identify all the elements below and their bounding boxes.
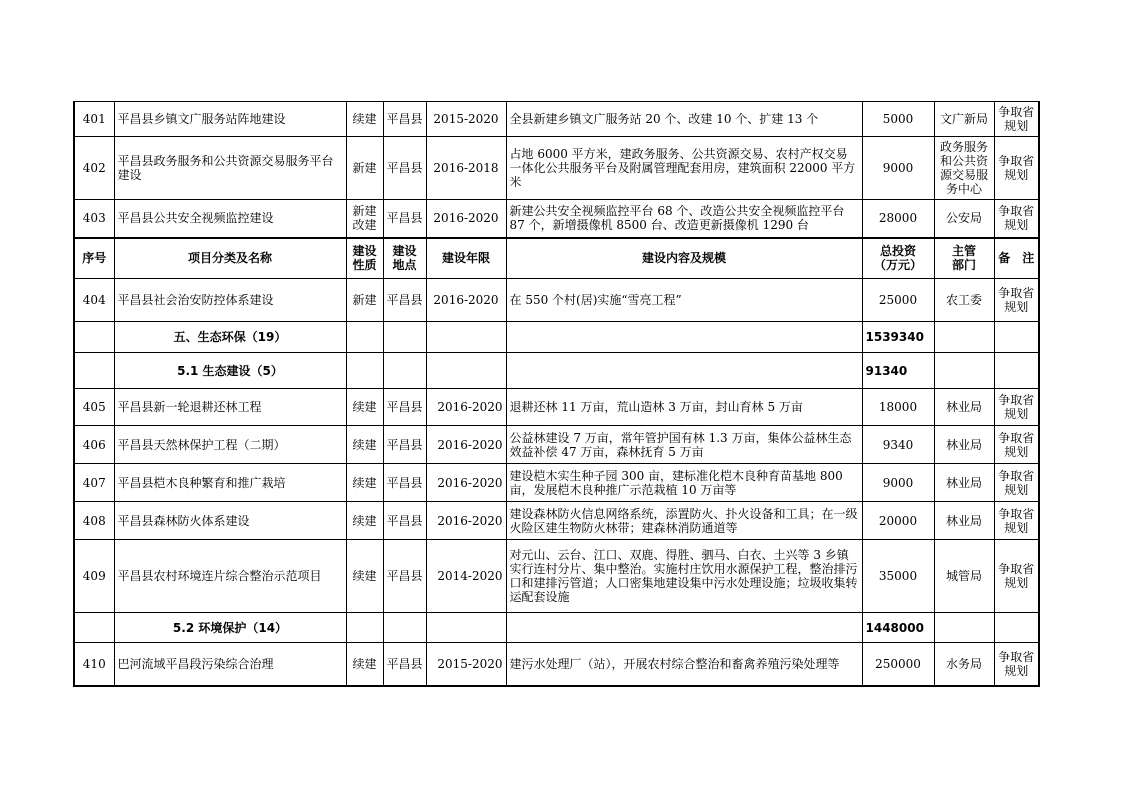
row-investment: 20000 (862, 502, 934, 540)
row-no: 407 (74, 464, 114, 502)
row-no: 403 (74, 200, 114, 238)
table-row (74, 102, 1039, 137)
row-period: 2016-2020 (426, 426, 506, 464)
row-remark: 争取省规划 (994, 643, 1039, 686)
header-nature: 建设 性质 (346, 238, 383, 279)
row-period: 2014-2020 (426, 540, 506, 613)
row-name: 平昌县森林防火体系建设 (114, 502, 346, 540)
row-dept: 城管局 (934, 540, 994, 613)
row-dept: 农工委 (934, 279, 994, 322)
row-remark: 争取省规划 (994, 389, 1039, 426)
row-location: 平昌县 (383, 200, 426, 238)
row-remark: 争取省规划 (994, 540, 1039, 613)
header-location: 建设 地点 (383, 238, 426, 279)
row-location: 平昌县 (383, 389, 426, 426)
row-location: 平昌县 (383, 464, 426, 502)
row-nature: 续建 (346, 389, 383, 426)
row-remark: 争取省规划 (994, 102, 1039, 137)
row-nature: 续建 (346, 464, 383, 502)
table-row (74, 464, 1039, 502)
row-content: 建设桤木实生种子园 300 亩，建标准化桤木良种育苗基地 800 亩，发展桤木良种推广示范栽植 10 万亩等 (506, 464, 862, 502)
row-dept: 公安局 (934, 200, 994, 238)
row-nature: 新建 改建 (346, 200, 383, 238)
row-dept: 文广新局 (934, 102, 994, 137)
section-row (74, 353, 1039, 389)
row-dept: 林业局 (934, 502, 994, 540)
section-investment: 91340 (862, 353, 934, 389)
row-no: 410 (74, 643, 114, 686)
row-dept: 政务服务和公共资源交易服务中心 (934, 137, 994, 200)
table-row (74, 137, 1039, 200)
table-row (74, 502, 1039, 540)
row-nature: 新建 (346, 279, 383, 322)
row-location: 平昌县 (383, 643, 426, 686)
header-remark: 备 注 (994, 238, 1039, 279)
header-period: 建设年限 (426, 238, 506, 279)
header-investment: 总投资 （万元） (862, 238, 934, 279)
section-row (74, 322, 1039, 353)
project-table (73, 101, 1040, 687)
row-remark: 争取省规划 (994, 426, 1039, 464)
header-name: 项目分类及名称 (114, 238, 346, 279)
row-dept: 林业局 (934, 389, 994, 426)
header-content: 建设内容及规模 (506, 238, 862, 279)
section-title: 5.1 生态建设（5） (114, 353, 346, 389)
row-no: 408 (74, 502, 114, 540)
table-row (74, 200, 1039, 238)
row-period: 2016-2020 (426, 464, 506, 502)
row-location: 平昌县 (383, 426, 426, 464)
row-content: 建污水处理厂（站），开展农村综合整治和畜禽养殖污染处理等 (506, 643, 862, 686)
row-content: 在 550 个村(居)实施“雪亮工程” (506, 279, 862, 322)
row-investment: 250000 (862, 643, 934, 686)
row-content: 公益林建设 7 万亩，常年管护国有林 1.3 万亩，集体公益林生态效益补偿 47 万亩，森林抚育 5 万亩 (506, 426, 862, 464)
row-location: 平昌县 (383, 540, 426, 613)
header-no: 序号 (74, 238, 114, 279)
section-investment: 1539340 (862, 322, 934, 353)
row-content: 退耕还林 11 万亩，荒山造林 3 万亩，封山育林 5 万亩 (506, 389, 862, 426)
row-period: 2016-2018 (426, 137, 506, 200)
row-no: 406 (74, 426, 114, 464)
row-content: 占地 6000 平方米，建政务服务、公共资源交易、农村产权交易一体化公共服务平台及附属管理配套用房，建筑面积 22000 平方米 (506, 137, 862, 200)
row-nature: 续建 (346, 502, 383, 540)
row-investment: 18000 (862, 389, 934, 426)
row-location: 平昌县 (383, 137, 426, 200)
section-title: 5.2 环境保护（14） (114, 613, 346, 643)
row-no: 405 (74, 389, 114, 426)
row-dept: 林业局 (934, 426, 994, 464)
table-header (74, 238, 1039, 279)
table-row (74, 389, 1039, 426)
row-investment: 25000 (862, 279, 934, 322)
row-investment: 9000 (862, 464, 934, 502)
row-name: 平昌县桤木良种繁育和推广栽培 (114, 464, 346, 502)
row-remark: 争取省规划 (994, 464, 1039, 502)
row-content: 新建公共安全视频监控平台 68 个、改造公共安全视频监控平台 87 个，新增摄像机 8500 台、改造更新摄像机 1290 台 (506, 200, 862, 238)
row-content: 全县新建乡镇文广服务站 20 个、改建 10 个、扩建 13 个 (506, 102, 862, 137)
row-investment: 9340 (862, 426, 934, 464)
row-remark: 争取省规划 (994, 502, 1039, 540)
row-dept: 水务局 (934, 643, 994, 686)
table-row (74, 540, 1039, 613)
row-name: 平昌县乡镇文广服务站阵地建设 (114, 102, 346, 137)
row-no: 402 (74, 137, 114, 200)
row-period: 2015-2020 (426, 102, 506, 137)
section-title: 五、生态环保（19） (114, 322, 346, 353)
row-name: 巴河流域平昌段污染综合治理 (114, 643, 346, 686)
row-no: 409 (74, 540, 114, 613)
row-period: 2016-2020 (426, 279, 506, 322)
row-no: 404 (74, 279, 114, 322)
row-location: 平昌县 (383, 102, 426, 137)
row-investment: 5000 (862, 102, 934, 137)
row-name: 平昌县政务服务和公共资源交易服务平台建设 (114, 137, 346, 200)
row-nature: 续建 (346, 426, 383, 464)
row-remark: 争取省规划 (994, 279, 1039, 322)
row-remark: 争取省规划 (994, 200, 1039, 238)
row-remark: 争取省规划 (994, 137, 1039, 200)
row-investment: 9000 (862, 137, 934, 200)
row-name: 平昌县社会治安防控体系建设 (114, 279, 346, 322)
table-row (74, 426, 1039, 464)
row-name: 平昌县新一轮退耕还林工程 (114, 389, 346, 426)
row-dept: 林业局 (934, 464, 994, 502)
section-row (74, 613, 1039, 643)
row-no: 401 (74, 102, 114, 137)
row-period: 2016-2020 (426, 389, 506, 426)
row-name: 平昌县天然林保护工程（二期） (114, 426, 346, 464)
table-row (74, 279, 1039, 322)
row-period: 2015-2020 (426, 643, 506, 686)
row-content: 建设森林防火信息网络系统，添置防火、扑火设备和工具；在一级火险区建生物防火林带；建森林消防通道等 (506, 502, 862, 540)
row-period: 2016-2020 (426, 502, 506, 540)
row-nature: 新建 (346, 137, 383, 200)
row-location: 平昌县 (383, 279, 426, 322)
header-dept: 主管 部门 (934, 238, 994, 279)
row-name: 平昌县农村环境连片综合整治示范项目 (114, 540, 346, 613)
row-investment: 35000 (862, 540, 934, 613)
table-row (74, 643, 1039, 686)
row-period: 2016-2020 (426, 200, 506, 238)
row-nature: 续建 (346, 643, 383, 686)
row-content: 对元山、云台、江口、双鹿、得胜、驷马、白衣、土兴等 3 乡镇实行连村分片、集中整治。实施村庄饮用水源保护工程，整治排污口和建排污管道；人口密集地建设集中污水处理设施；垃圾收集转运配套设施 (506, 540, 862, 613)
row-nature: 续建 (346, 102, 383, 137)
section-investment: 1448000 (862, 613, 934, 643)
row-location: 平昌县 (383, 502, 426, 540)
row-investment: 28000 (862, 200, 934, 238)
row-name: 平昌县公共安全视频监控建设 (114, 200, 346, 238)
row-nature: 续建 (346, 540, 383, 613)
